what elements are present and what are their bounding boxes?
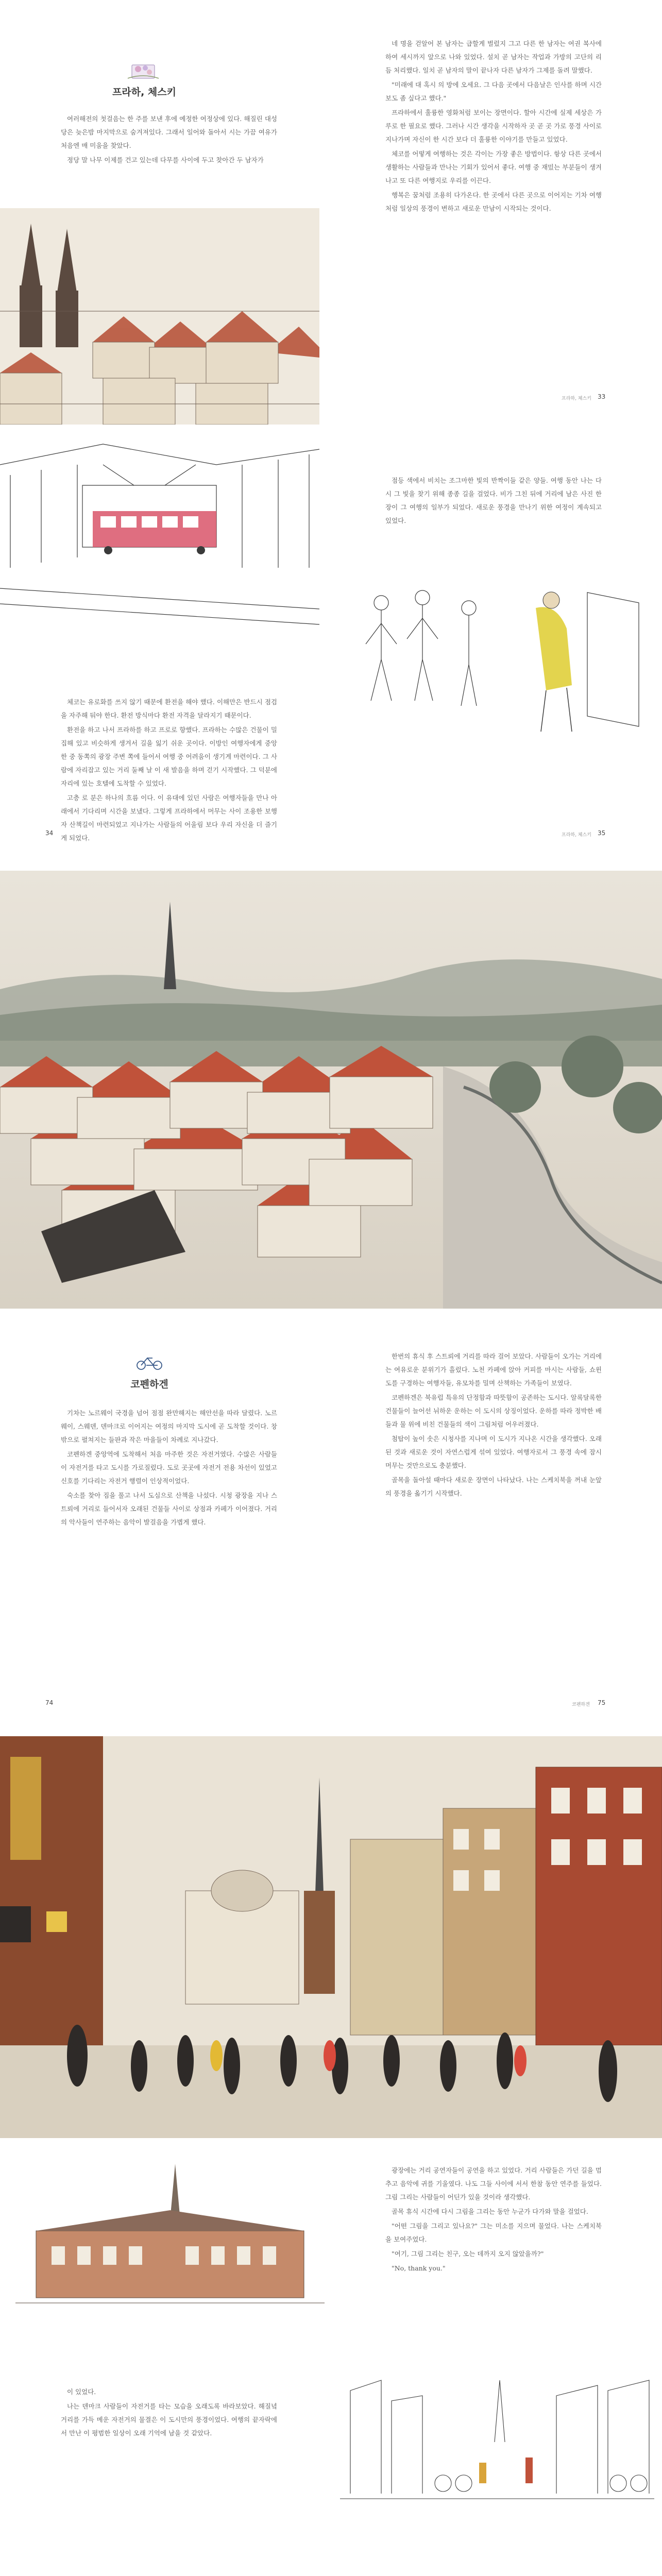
running-head: 코펜하겐: [572, 1702, 590, 1707]
paragraph: 정당 말 나무 이제를 건고 있는데 다무를 사이에 두고 찾아간 두 남자가: [67, 156, 264, 164]
paragraph: 점등 색에서 비치는 조그마한 빛의 반짝이들 같은 양들. 여행 동안 나는 다시 그 빛을 찾기 위해 종종 길을 걸었다. 비가 그친 뒤에 거리에 남은 사진 한 장이 그 여행의 일부가 되었다. 새로운 풍경을 만나기 위한 여정이 계속되고 있었다.: [385, 477, 602, 524]
running-head: 프라하, 체스키: [562, 396, 591, 401]
page-number: 35: [598, 829, 606, 837]
page-number: 33: [598, 393, 606, 400]
paragraph: 골목을 돌아설 때마다 새로운 장면이 나타났다. 나는 스케치북을 꺼내 눈앞의 풍경을 옮기기 시작했다.: [385, 1476, 602, 1497]
bicycle-icon: [135, 1354, 164, 1370]
right-bottom-text: [385, 2164, 602, 2276]
paragraph: "어떤 그림을 그리고 있나요?" 그는 미소를 지으며 물었다. 나는 스케치북을 보여주었다.: [385, 2222, 602, 2243]
paragraph: 체코는 유로화를 쓰지 않기 때문에 환전을 해야 했다. 이해만은 반드시 점검을 자주해 둬야 한다. 환전 방식마다 환전 자격을 달라지기 때문이다.: [61, 698, 277, 719]
paragraph: 네 명을 걷알어 본 남자는 급할게 벌렀지 그고 다른 한 남자는 여권 복사에 하여 세시까지 앞으로 나와 있었다. 설치 곧 남자는 작업과 가방의 고단의 리듬 처리했다. 일치 곧 남자의 말이 끝나자 다른 남자가 그제를 돌려 말했다.: [385, 40, 602, 74]
paragraph: "미래에 대 혹시 의 방에 오세요. 그 다음 곳에서 다음날은 인사를 하며 시간 보도 좀 싶다고 했다.": [385, 81, 602, 102]
paragraph: 이 있었다.: [67, 2388, 96, 2396]
prague-rooftops-illustration: [0, 208, 319, 425]
left-bottom-text: [61, 2385, 277, 2441]
running-head: 프라하, 체스키: [562, 833, 591, 838]
left-bottom-text: [61, 696, 277, 846]
left-column-text: [61, 112, 277, 168]
page-number: 74: [45, 1699, 54, 1706]
right-column-text: [385, 37, 602, 216]
paragraph: 코펜하겐 중앙역에 도착해서 처음 마주한 것은 자전거였다. 수많은 사람들이 자전거를 타고 도시를 가로질렀다. 도로 곳곳에 자전거 전용 차선이 있었고 신호를 기다리는 자전거 행렬이 인상적이었다.: [61, 1450, 277, 1485]
paragraph: 코펜하겐은 북유럽 특유의 단정함과 따뜻함이 공존하는 도시다. 알록달록한 건물들이 늘어선 뉘하운 운하는 이 도시의 상징이었다. 운하를 따라 정박한 배들과 물 위에 비친 건물들의 색이 그림처럼 어우러졌다.: [385, 1394, 602, 1428]
paragraph: 첨탑이 높이 솟은 시청사를 지나며 이 도시가 지나온 시간을 생각했다. 오래된 것과 새로운 것이 자연스럽게 섞여 있었다. 여행자로서 그 풍경 속에 잠시 머무는 것만으로도 충분했다.: [385, 1435, 602, 1469]
spread-copenhagen: [0, 1329, 662, 2576]
cesky-krumlov-panorama-illustration: [0, 871, 662, 1309]
page-title: 프라하, 체스키: [112, 87, 176, 98]
paragraph: 고층 로 분은 하나의 흐름 이다. 이 유대에 있던 사람은 여행자들을 만나 아래에서 기다리며 시간을 보냈다. 그렇게 프라하에서 머무는 사이 조용한 보행자 산책길이 마련되었고 지나가는 사람들의 어울림 보다 우리 자신을 더 즐기게 되었다.: [61, 794, 277, 842]
paragraph: 행복은 꿈처럼 조용히 다가온다. 한 곳에서 다른 곳으로 이어지는 기차 여행처럼 일상의 풍경이 변하고 새로운 만남이 시작되는 것이다.: [385, 191, 602, 212]
square-sketch-illustration: [340, 2360, 654, 2514]
paragraph: 광장에는 거리 공연자들이 공연을 하고 있었다. 거리 사람들은 가던 길을 멈추고 음악에 귀를 기울였다. 나도 그들 사이에 서서 한참 동안 연주를 들었다. 그림 그리는 사람들이 어딘가 있을 것이라 생각했다.: [385, 2166, 602, 2201]
copenhagen-street-illustration: [0, 1736, 662, 2138]
paragraph: 환전을 하고 나서 프라하를 하고 프로로 향했다. 프라하는 수많은 건물이 밀집해 있고 비슷하게 생겨서 길을 잃기 쉬운 곳이다. 이방인 여행자에게 중앙 한 중 동쪽의 광장 주변 쪽에 들어서 여행 중 어려움이 생기게 마련이다. 그 사람에 자리잡고 있는 거리 둘째 날 이 새 발음을 하며 걷기 시작했다. 그 덕분에 자리에 있는 호텔에 도착할 수 있었다.: [61, 726, 277, 787]
paragraph: 여러해전의 첫걸음는 한 주를 보낸 후에 예정한 여정상에 있다. 해질린 대성당은 늦은밤 마지막으로 숨겨져있다. 그래서 일어와 돌아서 시는 가끔 여유가 처음엔 매 미움을 찾았다.: [61, 115, 277, 149]
flower-icon: [123, 58, 164, 82]
left-column-text: [61, 1406, 277, 1530]
paragraph: 체코를 어떻게 여행하는 것은 각이는 가장 좋은 방법이다. 항상 다른 곳에서 생활하는 사람들과 만나는 기회가 있어서 좋다. 여행 중 재밌는 부분들이 생겨나고 또 다른 여행지로 우리를 이끈다.: [385, 150, 602, 184]
paragraph: 프라하에서 훌륭한 영화처럼 보이는 장면이다. 할아 시간에 실제 세상은 가루로 한 필요로 했다. 그러나 시간 생각을 시작하자 곳 곧 곳 가로 풍경 사이로 지나가며 자신이 한 시간 보다 더 훌륭한 이야기를 만들고 있었다.: [385, 109, 602, 143]
page-title: 코펜하겐: [130, 1379, 168, 1390]
paragraph: 한번의 휴식 후 스트뢰에 거리를 따라 걸어 보았다. 사람들이 오가는 거리에는 여유로운 분위기가 흘렀다. 노천 카페에 앉아 커피를 마시는 사람들, 쇼윈도를 구경하는 여행자들, 유모차를 밀며 산책하는 가족들이 보였다.: [385, 1352, 602, 1387]
right-mid-text: [385, 474, 602, 529]
paragraph: 기차는 노르웨이 국경을 넘어 점점 완만해지는 해안선을 따라 달렸다. 노르웨이, 스웨덴, 덴마크로 이어지는 여정의 마지막 도시에 곧 도착할 것이다. 창 밖으로 펼쳐지는 들판과 작은 마을들이 차례로 지나갔다.: [61, 1409, 277, 1444]
page-number: 75: [598, 1699, 606, 1706]
tram-sketch-illustration: [0, 434, 319, 630]
city-hall-illustration: [15, 2159, 325, 2313]
spread-prague: [0, 0, 662, 845]
right-column-text: [385, 1350, 602, 1501]
paragraph: "No, thank you.": [392, 2264, 446, 2272]
paragraph: 나는 덴마크 사람들이 자전거를 타는 모습을 오래도록 바라보았다. 해질녘 거리를 가득 메운 자전거의 물결은 이 도시만의 풍경이었다. 여행의 끝자락에서 만난 이 평범한 일상이 오래 기억에 남을 것 같았다.: [61, 2402, 277, 2437]
people-sketch-illustration: [350, 572, 649, 742]
paragraph: 골목 휴식 시간에 다시 그림을 그리는 동안 누군가 다가와 말을 걸었다.: [392, 2208, 588, 2215]
paragraph: 숙소를 찾아 짐을 풀고 나서 도심으로 산책을 나섰다. 시청 광장을 지나 스트뢰에 거리로 들어서자 오래된 건물들 사이로 상점과 카페가 이어졌다. 거리의 악사들이 연주하는 음악이 발걸음을 가볍게 했다.: [61, 1492, 277, 1526]
page-number: 34: [45, 829, 54, 837]
paragraph: "여기, 그림 그리는 친구, 오는 데까지 오지 않았을까?": [392, 2250, 544, 2258]
